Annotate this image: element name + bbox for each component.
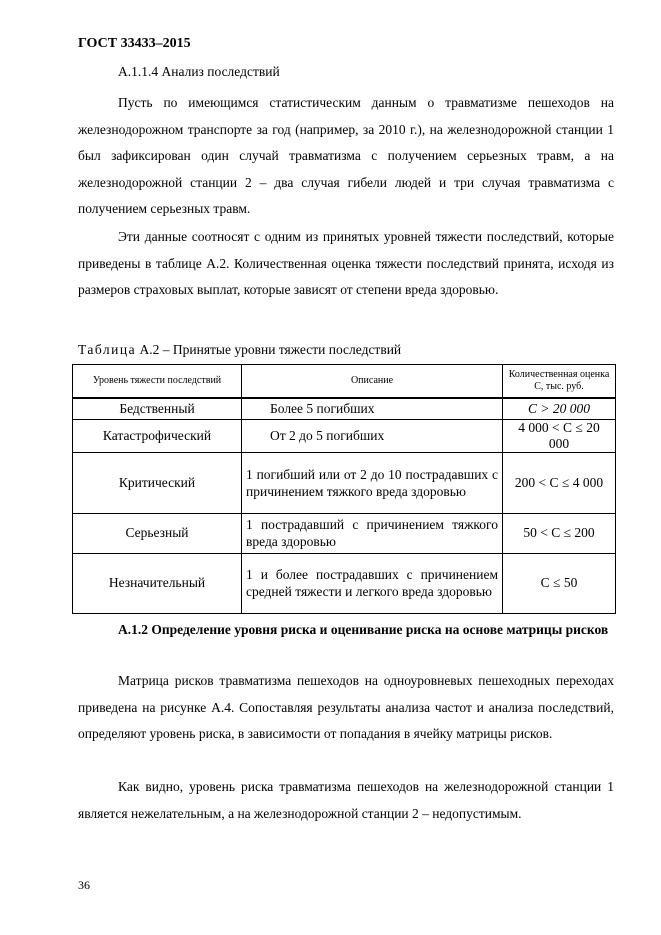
table-row: [73, 513, 616, 553]
section-title-a114: А.1.1.4 Анализ последствий: [118, 64, 280, 79]
cell-cost: С > 20 000: [503, 398, 616, 419]
header-cost: [503, 365, 616, 399]
section-title-a12: А.1.2 Определение уровня риска и оценивание риска на основе матрицы рисков: [118, 622, 609, 637]
severity-table: [72, 364, 616, 614]
table-caption-text: А.2 – Принятые уровни тяжести последствий: [136, 342, 402, 357]
table-header-row: [73, 365, 616, 399]
table-row: [73, 398, 616, 419]
paragraph-severity-levels: Эти данные соотносят с одним из принятых уровней тяжести последствий, которые приведены в таблице А.2. Количественная оценка тяжести последствий принята, исходя из размеров страховых выплат, которые зависят от степени вреда здоровью.: [78, 229, 614, 297]
table-caption: [78, 342, 401, 358]
cell-cost: 200 < С ≤ 4 000: [503, 452, 616, 513]
cell-cost: С ≤ 50: [503, 553, 616, 613]
cell-description: 1 погибший или от 2 до 10 пострадавших с причинением тяжкого вреда здоровью: [242, 452, 503, 513]
header-level: Уровень тяжести последствий: [73, 365, 242, 399]
cell-level: Бедственный: [73, 398, 242, 419]
table-row: [73, 553, 616, 613]
table-caption-label: Таблица: [78, 342, 137, 357]
page-number: 36: [78, 878, 90, 892]
paragraph-risk-matrix: Матрица рисков травматизма пешеходов на одноуровневых пешеходных переходах приведена на рисунке А.4. Сопоставляя результаты анализа частот и анализа последствий, определяют уровень риска, в зависимости от попадания в ячейку матрицы рисков.: [78, 673, 614, 741]
cell-level: Незначительный: [73, 553, 242, 613]
cell-cost: 4 000 < С ≤ 20 000: [503, 419, 616, 452]
header-cost-text: Количественная оценка С, тыс. руб.: [508, 369, 610, 392]
cell-description: 1 и более пострадавших с причинением средней тяжести и легкого вреда здоровью: [242, 553, 503, 613]
cell-level: Критический: [73, 452, 242, 513]
table-row: [73, 452, 616, 513]
cell-cost: 50 < С ≤ 200: [503, 513, 616, 553]
document-code-header: ГОСТ 33433–2015: [78, 36, 191, 51]
cell-level: Катастрофический: [73, 419, 242, 452]
header-description: Описание: [242, 365, 503, 399]
cell-description: 1 пострадавший с причинением тяжкого вреда здоровью: [242, 513, 503, 553]
paragraph-statistics: Пусть по имеющимся статистическим данным о травматизме пешеходов на железнодорожном транспорте за год (например, за 2010 г.), на железнодорожной станции 1 был зафиксирован один случай травматизма с получением серьезных травм, а на железнодорожной станции 2 – два случая гибели людей и три случая травматизма с получением серьезных травм.: [78, 95, 614, 216]
paragraph-risk-conclusion: Как видно, уровень риска травматизма пешеходов на железнодорожной станции 1 является нежелательным, а на железнодорожной станции 2 – недопустимым.: [78, 779, 614, 821]
cell-description: От 2 до 5 погибших: [242, 419, 503, 452]
cell-description: Более 5 погибших: [242, 398, 503, 419]
cell-level: Серьезный: [73, 513, 242, 553]
table-row: [73, 419, 616, 452]
